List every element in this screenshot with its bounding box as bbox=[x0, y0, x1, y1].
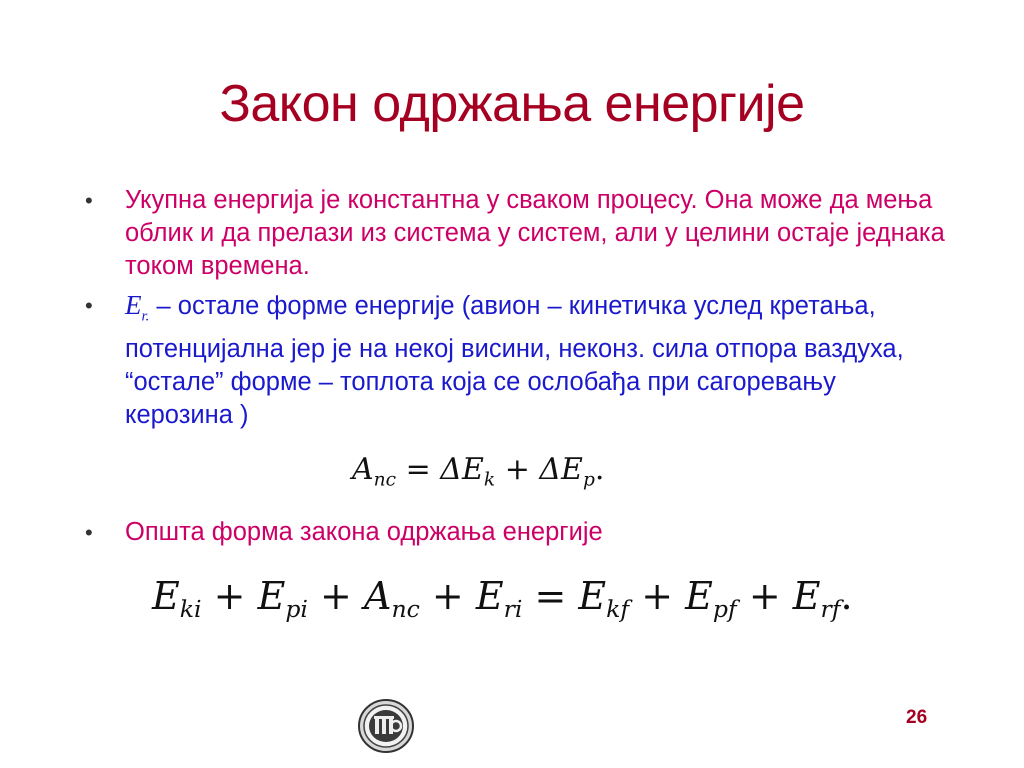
energy-symbol: $E_{r.}$ bbox=[125, 290, 150, 325]
bullet-text: Општа форма закона одржања енергије bbox=[125, 518, 603, 546]
bullet-dot: • bbox=[85, 293, 93, 318]
bullet-text: Укупна енергија је константна у сваком процесу. Она може да мења облик и да прелази из система у систем, али у целини остаје једнака током времена. bbox=[125, 186, 945, 280]
bullet-item-3 bbox=[80, 516, 950, 549]
bullet-item-2 bbox=[80, 289, 950, 432]
bullet-text: – остале форме енергије (авион – кинетичка услед кретања, потенцијална јер је на некој висини, неконз. сила отпора ваздуха, “остале” форме – топлота која се ослобађа при сагоревању керозина ) bbox=[125, 292, 904, 430]
bullet-text-wrap bbox=[125, 289, 950, 432]
equation-energy-conservation: $E_{ki} + E_{pi} + A_{nc} + E_{ri} = E_{kf} + E_{pf} + E_{rf}$. bbox=[152, 574, 853, 624]
bullet-dot: • bbox=[85, 188, 93, 213]
page-number: 26 bbox=[906, 707, 928, 728]
bullet-item-1 bbox=[80, 184, 950, 283]
institution-seal-logo-icon bbox=[357, 698, 415, 754]
equation-work-energy: $A_{nc} = \Delta E_k + \Delta E_p$. bbox=[352, 452, 605, 491]
bullet-dot: • bbox=[85, 520, 93, 545]
slide-title: Закон одржања енергије bbox=[219, 75, 805, 133]
